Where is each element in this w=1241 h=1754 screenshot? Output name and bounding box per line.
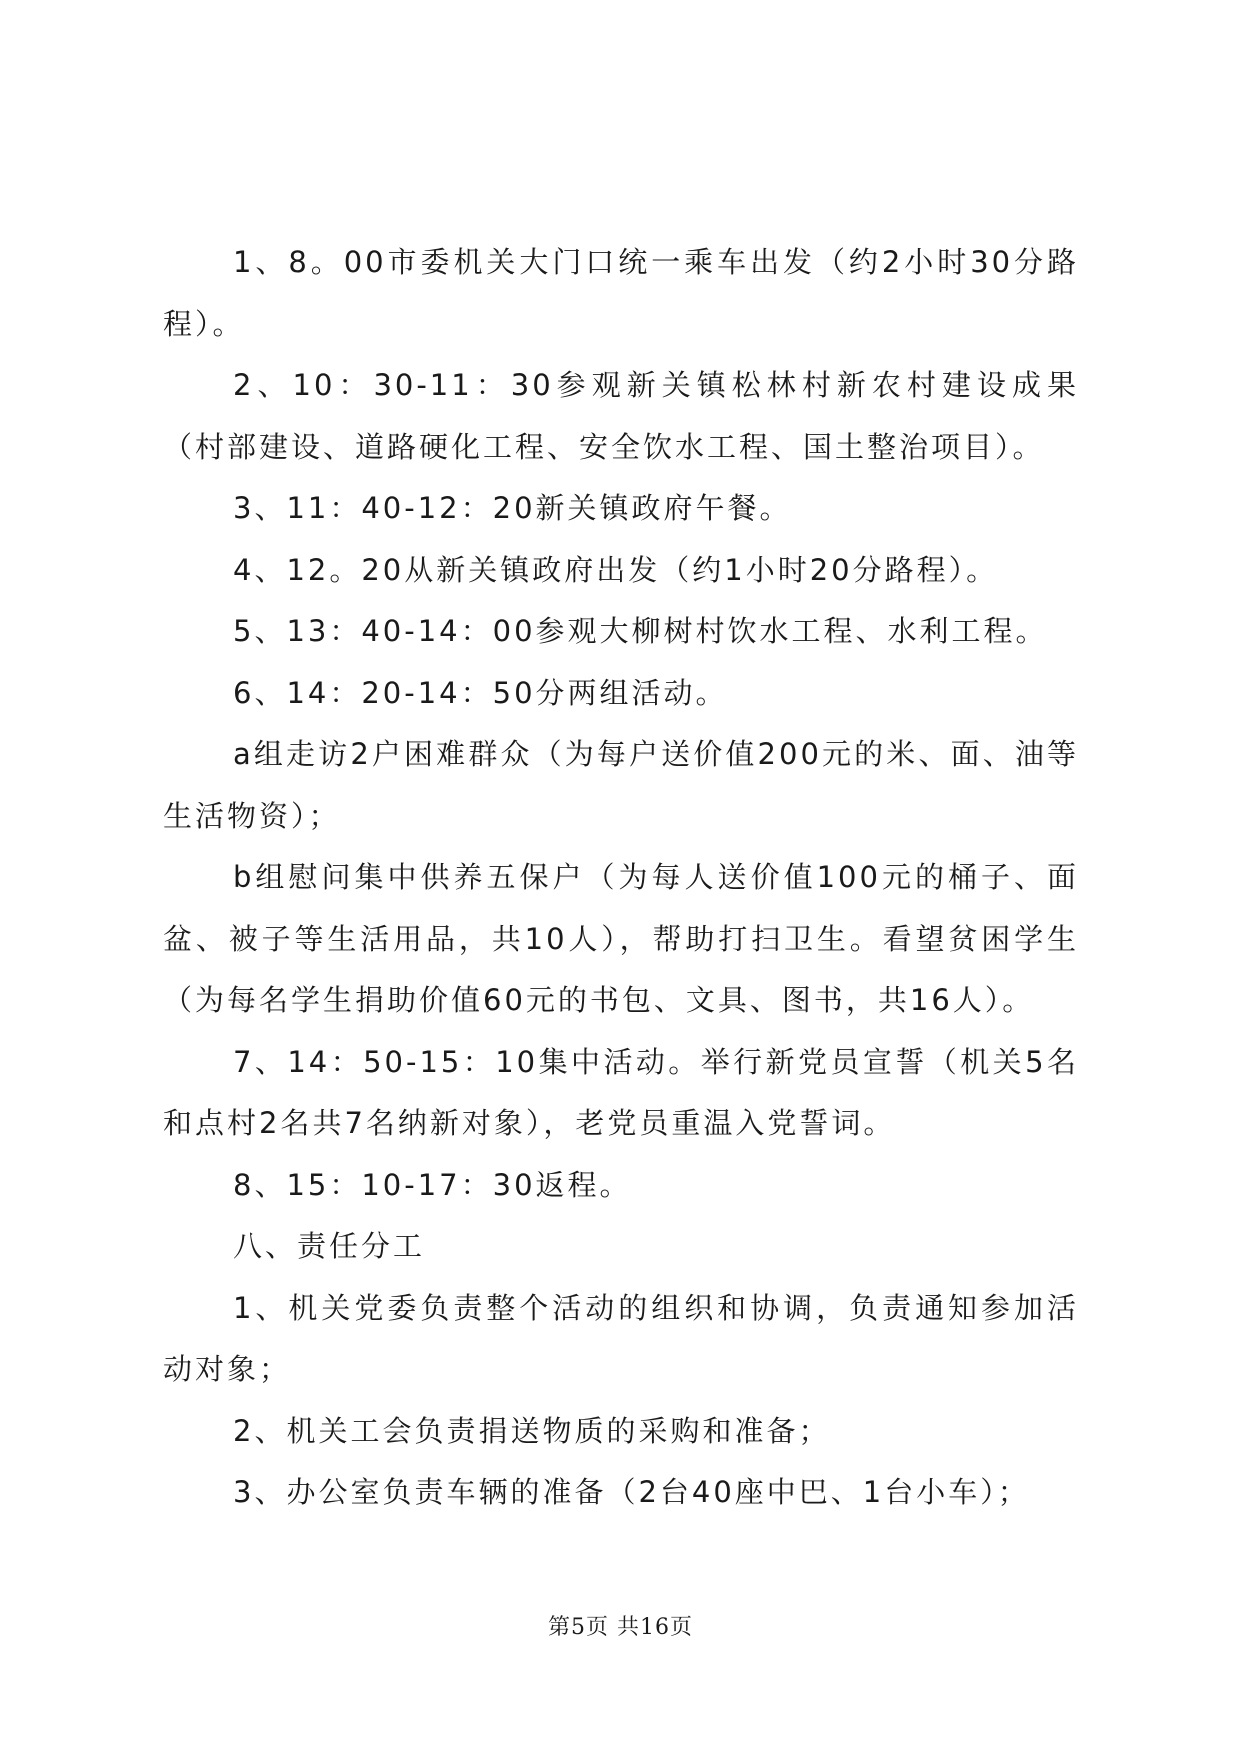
paragraph-schedule-8: 8、15：10-17：30返程。 xyxy=(233,1167,632,1202)
paragraph-duty-2: 2、机关工会负责捐送物质的采购和准备； xyxy=(233,1413,831,1448)
paragraph-schedule-5: 5、13：40-14：00参观大柳树村饮水工程、水利工程。 xyxy=(233,614,1048,648)
document-body xyxy=(163,232,1079,1524)
paragraph-duty-1: 1、机关党委负责整个活动的组织和协调，负责通知参加活动对象； xyxy=(163,1290,1079,1386)
page-number-footer: 第5页 共16页 xyxy=(548,1615,693,1640)
paragraph-group-a: a组走访2户困难群众（为每户送价值200元的米、面、油等生活物资）； xyxy=(163,737,1079,833)
paragraph-schedule-3: 3、11：40-12：20新关镇政府午餐。 xyxy=(233,491,792,525)
paragraph-schedule-1: 1、8。00市委机关大门口统一乘车出发（约2小时30分路程）。 xyxy=(163,245,1079,341)
paragraph-schedule-6: 6、14：20-14：50分两组活动。 xyxy=(233,675,728,710)
paragraph-group-b: b组慰问集中供养五保户（为每人送价值100元的桶子、面盆、被子等生活用品，共10人），帮助打扫卫生。看望贫困学生（为每名学生捐助价值60元的书包、文具、图书，共16人）。 xyxy=(163,860,1079,1017)
paragraph-schedule-2: 2、10：30-11：30参观新关镇松林村新农村建设成果（村部建设、道路硬化工程、安全饮水工程、国土整治项目）。 xyxy=(163,368,1079,464)
paragraph-schedule-7: 7、14：50-15：10集中活动。举行新党员宣誓（机关5名和点村2名共7名纳新对象），老党员重温入党誓词。 xyxy=(163,1044,1079,1140)
section-heading-responsibilities: 八、责任分工 xyxy=(233,1229,426,1263)
paragraph-duty-3: 3、办公室负责车辆的准备（2台40座中巴、1台小车）； xyxy=(233,1475,1030,1509)
paragraph-schedule-4: 4、12。20从新关镇政府出发（约1小时20分路程）。 xyxy=(233,552,999,587)
